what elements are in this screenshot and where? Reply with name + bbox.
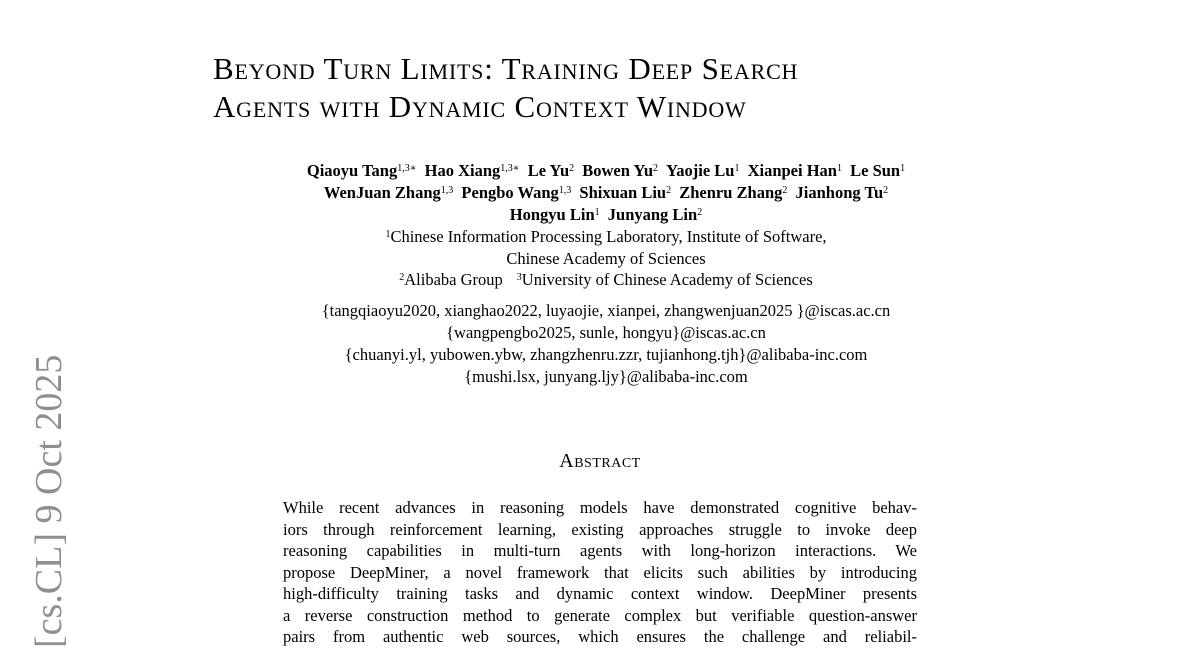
abstract-heading: Abstract xyxy=(559,450,641,472)
author xyxy=(461,183,571,202)
author xyxy=(324,183,453,202)
author-sup: 2 xyxy=(569,163,575,174)
author xyxy=(850,161,905,180)
email-block xyxy=(200,300,1012,388)
author-name: Bowen Yu xyxy=(582,161,654,180)
paper-title xyxy=(213,50,798,126)
email-line: {mushi.lsx, junyang.ljy}@alibaba-inc.com xyxy=(464,366,748,386)
affiliation-text: Alibaba Group xyxy=(404,270,503,289)
abstract-line: a reverse construction method to generate complex but verifiable question-answer xyxy=(283,605,917,625)
author xyxy=(796,183,889,202)
author-line-2 xyxy=(200,182,1012,204)
abstract-line: iors through reinforcement learning, existing approaches struggle to invoke deep xyxy=(283,519,917,539)
title-line-2: Agents with Dynamic Context Window xyxy=(213,89,747,124)
author-name: Pengbo Wang xyxy=(461,183,559,202)
author-sup: 1,3∗ xyxy=(500,163,520,174)
author-name: Hao Xiang xyxy=(424,161,501,180)
author-name: Jianhong Tu xyxy=(795,183,884,202)
affiliation-text: University of Chinese Academy of Sciences xyxy=(521,270,813,289)
author-name: Hongyu Lin xyxy=(509,205,595,224)
author xyxy=(608,205,702,224)
author-name: WenJuan Zhang xyxy=(323,183,441,202)
author-sup: 2 xyxy=(883,185,889,196)
author-name: Shixuan Liu xyxy=(579,183,667,202)
author xyxy=(307,161,417,180)
abstract-line: reasoning capabilities in multi-turn agents with long-horizon interactions. We xyxy=(283,541,917,560)
abstract-line: propose DeepMiner, a novel framework that elicits such abilities by introducing xyxy=(283,562,917,582)
email-line: {wangpengbo2025, sunle, hongyu}@iscas.ac.cn xyxy=(446,322,766,342)
author xyxy=(666,161,739,180)
author-name: Junyang Lin xyxy=(607,205,698,224)
author-line-3 xyxy=(200,204,1012,226)
author-sup: 2 xyxy=(666,185,672,196)
arxiv-identifier-stamp: [cs.CL] 9 Oct 2025 xyxy=(28,354,70,648)
affiliation-1-line-1 xyxy=(200,226,1012,248)
affiliation-sup: 3 xyxy=(516,272,522,283)
author xyxy=(425,161,520,180)
author xyxy=(679,183,787,202)
author-line-1 xyxy=(200,160,1012,182)
author-sup: 1 xyxy=(594,207,600,218)
author-sup: 1,3 xyxy=(558,185,572,196)
abstract-line: high-difficulty training tasks and dynamic context window. DeepMiner presents xyxy=(283,584,917,603)
abstract-line: While recent advances in reasoning models have demonstrated cognitive behav- xyxy=(283,498,917,517)
author-name: Xianpei Han xyxy=(747,161,837,180)
title-line-1: Beyond Turn Limits: Training Deep Search xyxy=(213,51,799,86)
affiliation-sup: 2 xyxy=(399,272,405,283)
author-sup: 1,3∗ xyxy=(397,163,417,174)
author-name: Yaojie Lu xyxy=(666,161,735,180)
affiliation-2-3-line xyxy=(200,269,1012,291)
abstract-line: pairs from authentic web sources, which ensures the challenge and reliabil- xyxy=(283,627,917,646)
author-name: Le Sun xyxy=(850,161,901,180)
author-sup: 2 xyxy=(697,207,703,218)
author-name: Le Yu xyxy=(527,161,570,180)
abstract-body xyxy=(283,497,917,648)
author xyxy=(528,161,574,180)
author-block xyxy=(200,160,1012,388)
author-sup: 2 xyxy=(782,185,788,196)
author xyxy=(582,161,658,180)
email-line: {chuanyi.yl, yubowen.ybw, zhangzhenru.zzr, tujianhong.tjh}@alibaba-inc.com xyxy=(344,344,868,364)
author-sup: 1,3 xyxy=(440,185,454,196)
author xyxy=(510,205,600,224)
email-line: {tangqiaoyu2020, xianghao2022, luyaojie, xianpei, zhangwenjuan2025 }@iscas.ac.cn xyxy=(321,300,891,320)
author-name: Zhenru Zhang xyxy=(679,183,783,202)
author-sup: 2 xyxy=(653,163,659,174)
author xyxy=(748,161,842,180)
author xyxy=(579,183,671,202)
author-name: Qiaoyu Tang xyxy=(306,161,398,180)
affiliation-sup: 1 xyxy=(385,229,391,240)
author-sup: 1 xyxy=(900,163,906,174)
affiliation-1-line-2: Chinese Academy of Sciences xyxy=(506,248,706,268)
author-sup: 1 xyxy=(734,163,740,174)
author-sup: 1 xyxy=(836,163,842,174)
affiliation-text: Chinese Information Processing Laboratory, Institute of Software, xyxy=(390,227,827,246)
